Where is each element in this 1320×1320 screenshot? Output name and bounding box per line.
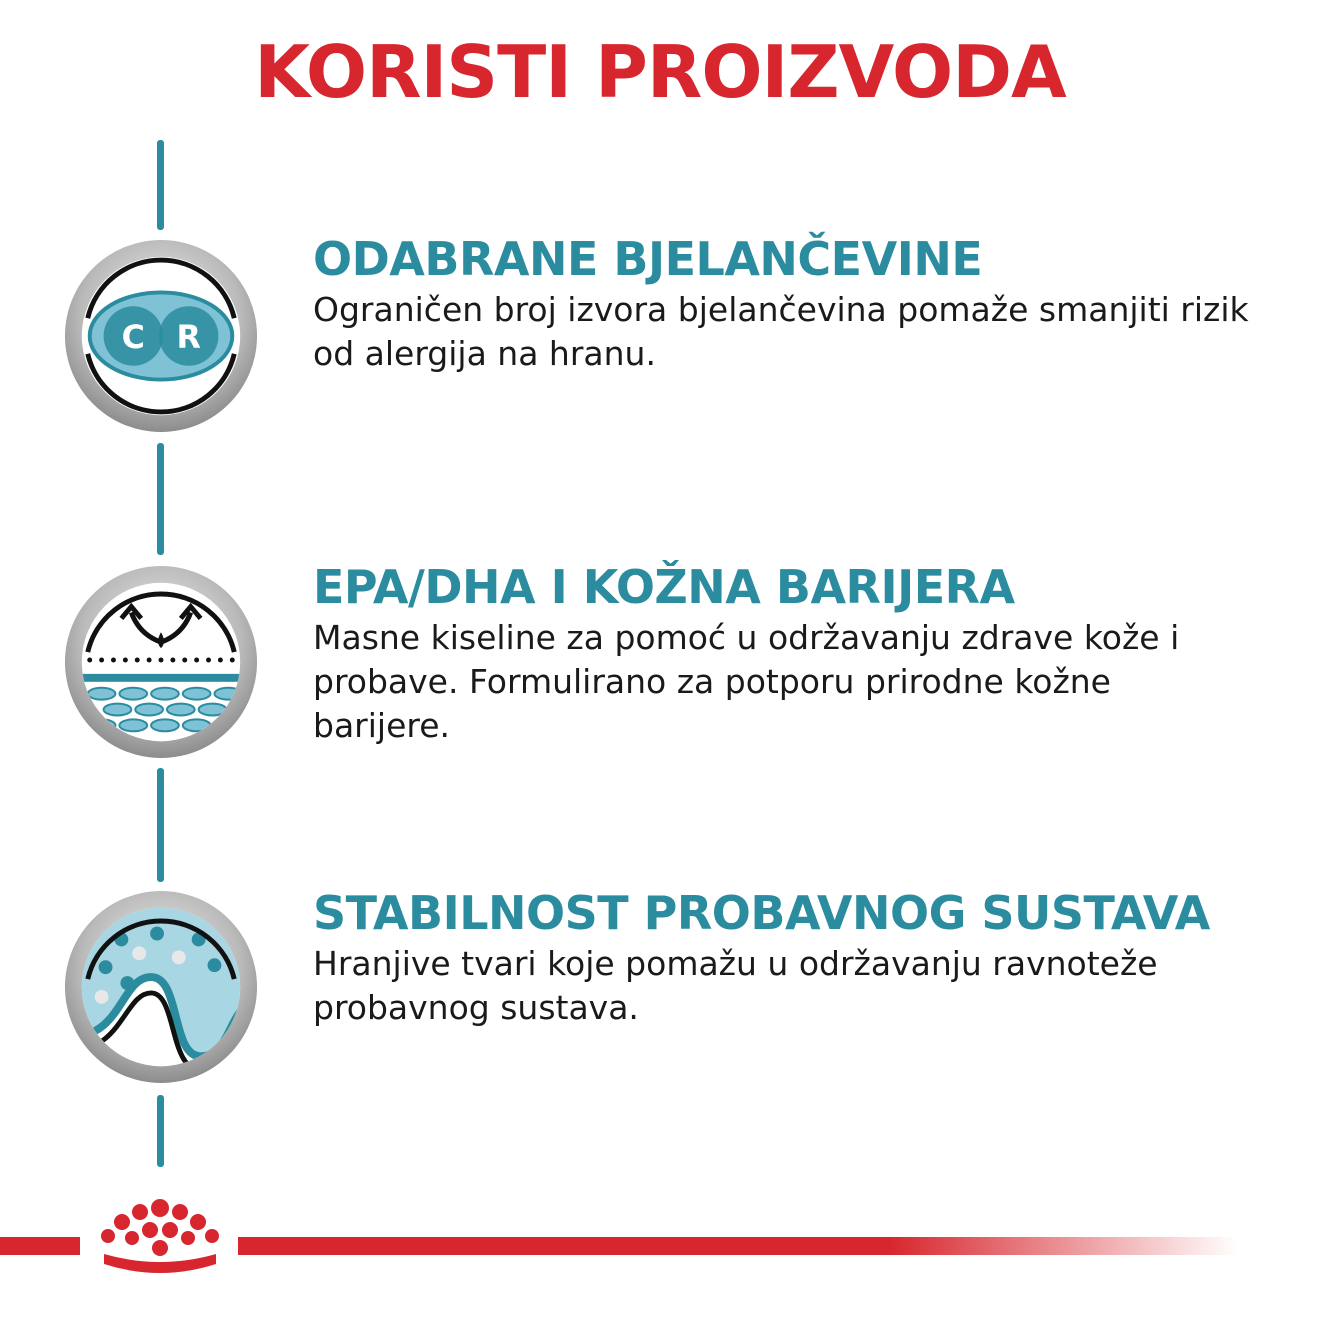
benefit-item — [313, 886, 1253, 1030]
benefit-text: Ograničen broj izvora bjelančevina pomaže smanjiti rizik od alergija na hranu. — [313, 290, 1249, 373]
benefit-item — [313, 560, 1253, 748]
footer-divider-left — [0, 1237, 80, 1255]
benefit-text: Masne kiseline za pomoć u održavanju zdrave kože i probave. Formulirano za potporu prirodne kožne barijere. — [313, 618, 1180, 745]
timeline-line-4 — [157, 1095, 164, 1167]
crown-logo-icon — [92, 1198, 228, 1282]
protein-sources-icon — [62, 237, 260, 435]
icon-letter-c: C — [121, 319, 145, 356]
skin-barrier-icon — [62, 563, 260, 761]
digestive-stability-icon — [62, 888, 260, 1086]
benefit-title: EPA/DHA I KOŽNA BARIJERA — [313, 560, 1015, 614]
benefit-title: ODABRANE BJELANČEVINE — [313, 232, 983, 286]
icon-letter-r: R — [176, 319, 201, 356]
timeline-line-1 — [157, 140, 164, 230]
page-title: KORISTI PROIZVODA — [254, 30, 1066, 114]
timeline-line-3 — [157, 768, 164, 882]
benefit-title: STABILNOST PROBAVNOG SUSTAVA — [313, 886, 1210, 940]
timeline-line-2 — [157, 443, 164, 555]
benefit-item — [313, 232, 1253, 376]
benefit-text: Hranjive tvari koje pomažu u održavanju ravnoteže probavnog sustava. — [313, 944, 1158, 1027]
footer-divider-right — [238, 1237, 1238, 1255]
